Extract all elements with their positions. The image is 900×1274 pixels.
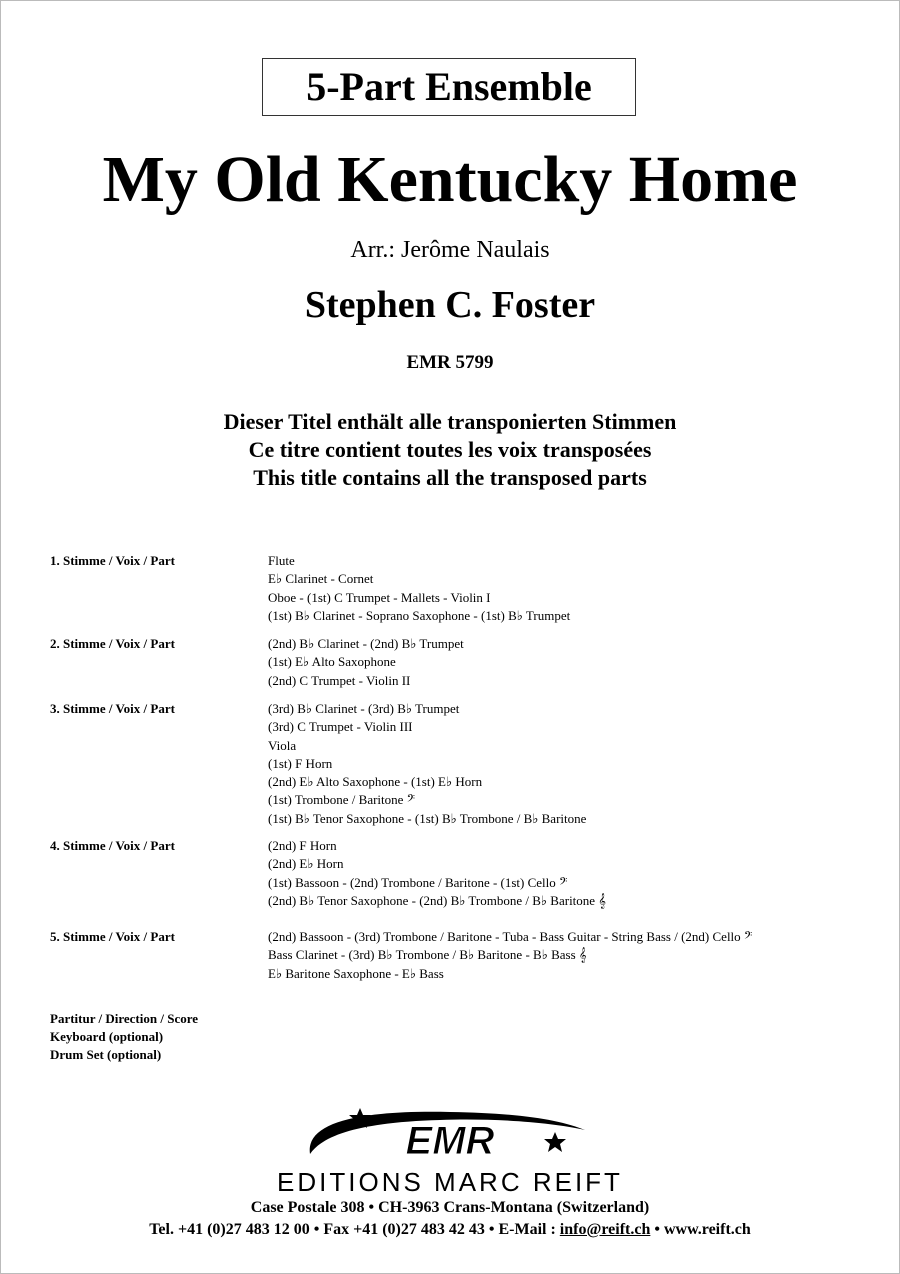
part-label: 4. Stimme / Voix / Part — [50, 838, 175, 853]
emr-logo — [300, 1102, 600, 1168]
instrument-list — [268, 928, 868, 983]
instrument-line: (3rd) C Trumpet - Violin III — [268, 719, 413, 735]
contains-line-french: Ce titre contient toutes les voix transposées — [248, 437, 652, 462]
contains-line-german: Dieser Titel enthält alle transponierten Stimmen — [223, 409, 677, 434]
instrument-line: (2nd) E♭ Horn — [268, 856, 344, 872]
instrument-line: (2nd) F Horn — [268, 838, 337, 853]
instrument-line: (1st) B♭ Clarinet - Soprano Saxophone - (1st) B♭ Trumpet — [268, 607, 571, 623]
instrument-line: E♭ Baritone Saxophone - E♭ Bass — [268, 965, 444, 981]
instrument-line: (1st) Bassoon - (2nd) Trombone / Baritone - (1st) Cello 𝄢 — [268, 874, 568, 890]
page-title: My Old Kentucky Home — [102, 143, 798, 216]
contains-line-english: This title contains all the transposed parts — [253, 465, 647, 490]
instrument-line: (2nd) Bassoon - (3rd) Trombone / Baritone - Tuba - Bass Guitar - String Bass / (2nd) Cello 𝄢 — [268, 929, 753, 944]
contains-notice — [0, 408, 900, 492]
contact-website[interactable]: • www.reift.ch — [650, 1221, 751, 1238]
publisher-contact — [0, 1220, 900, 1240]
instrument-line: (2nd) B♭ Tenor Saxophone - (2nd) B♭ Trombone / B♭ Baritone 𝄞 — [268, 892, 606, 908]
instrument-line: Bass Clarinet - (3rd) B♭ Trombone / B♭ Baritone - B♭ Bass 𝄞 — [268, 947, 587, 963]
instrument-list — [268, 635, 868, 690]
instrument-line: E♭ Clarinet - Cornet — [268, 571, 374, 587]
instrument-line: (1st) Trombone / Baritone 𝄢 — [268, 792, 416, 808]
extra-part-keyboard: Keyboard (optional) — [50, 1029, 164, 1044]
arranger-credit: Arr.: Jerôme Naulais — [350, 237, 550, 263]
extra-parts — [50, 1010, 198, 1064]
instrument-list — [268, 700, 868, 828]
contact-phone-fax: Tel. +41 (0)27 483 12 00 • Fax +41 (0)27 483 42 43 • E-Mail : — [149, 1221, 560, 1238]
instrument-line: (2nd) C Trumpet - Violin II — [268, 672, 411, 688]
instrument-line: Oboe - (1st) C Trumpet - Mallets - Violin I — [268, 589, 491, 605]
composer-name: Stephen C. Foster — [304, 284, 596, 326]
instrument-line: Flute — [268, 553, 295, 568]
ensemble-heading: 5-Part Ensemble — [306, 64, 592, 109]
catalog-number: EMR 5799 — [406, 352, 494, 373]
instrument-list — [268, 552, 868, 625]
extra-part-score: Partitur / Direction / Score — [50, 1011, 199, 1026]
instrument-line: Viola — [268, 737, 297, 753]
instrument-line: (1st) B♭ Tenor Saxophone - (1st) B♭ Trombone / B♭ Baritone — [268, 810, 587, 826]
email-link[interactable]: info@reift.ch — [559, 1221, 651, 1238]
instrument-line: (2nd) B♭ Clarinet - (2nd) B♭ Trumpet — [268, 636, 464, 651]
logo-text: EMR — [405, 1119, 495, 1163]
instrument-line: (1st) F Horn — [268, 755, 333, 771]
instrument-line: (1st) E♭ Alto Saxophone — [268, 654, 396, 670]
instrument-list — [268, 837, 868, 910]
ensemble-heading-box — [262, 58, 636, 116]
publisher-name: EDITIONS MARC REIFT — [277, 1167, 623, 1197]
part-label: 5. Stimme / Voix / Part — [50, 929, 175, 944]
part-label: 3. Stimme / Voix / Part — [50, 701, 175, 716]
part-label: 1. Stimme / Voix / Part — [50, 553, 175, 568]
extra-part-drums: Drum Set (optional) — [50, 1047, 162, 1062]
part-label: 2. Stimme / Voix / Part — [50, 636, 175, 651]
instrument-line: (2nd) E♭ Alto Saxophone - (1st) E♭ Horn — [268, 774, 483, 790]
instrument-line: (3rd) B♭ Clarinet - (3rd) B♭ Trumpet — [268, 701, 460, 716]
logo-star-right — [544, 1132, 566, 1152]
publisher-address: Case Postale 308 • CH-3963 Crans-Montana (Switzerland) — [250, 1199, 650, 1216]
